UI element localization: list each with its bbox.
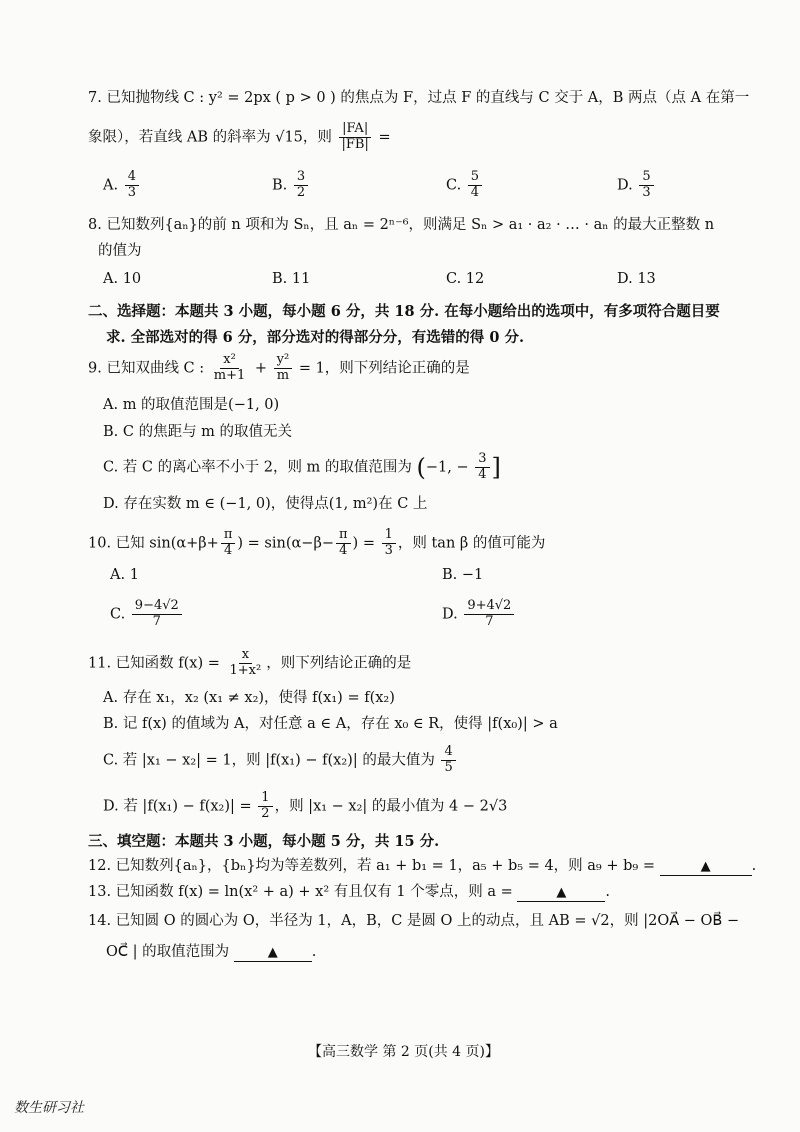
q8-option-b: B. 11 — [272, 271, 311, 287]
page-footer: 【高三数学 第 2 页(共 4 页)】 — [308, 1044, 499, 1060]
q10-eq-sin: = sin — [247, 535, 286, 552]
q8-option-c: C. 12 — [446, 271, 485, 287]
q13-end: . — [605, 884, 610, 900]
q7-option-b — [272, 170, 310, 201]
q7-option-c-fraction — [468, 170, 482, 201]
q7-ratio-numerator: |FA| — [339, 122, 371, 138]
q8-option-d: D. 13 — [617, 271, 656, 287]
q12-answer-blank[interactable] — [660, 858, 752, 876]
q7-ratio-fraction — [339, 122, 372, 153]
q9-option-c-close-bracket: ] — [491, 453, 501, 482]
q10-arg2: (α−β− — [285, 535, 334, 552]
q7-option-a — [103, 170, 141, 201]
q10-stem — [88, 528, 545, 559]
section2-heading-line1: 二、选择题：本题共 3 小题，每小题 6 分，共 18 分. 在每小题给出的选项中，有多项符合题目要 — [88, 303, 720, 320]
q7-stem-line2 — [88, 122, 391, 153]
q7-ratio-denominator: |FB| — [341, 136, 369, 152]
q7-stem-line2-text: 象限），若直线 AB 的斜率为 √15，则 — [88, 129, 332, 146]
q10-option-c-fraction — [132, 599, 182, 630]
q7-option-a-num: 4 — [125, 170, 139, 186]
q10-arg2-fraction — [336, 528, 351, 559]
q7-option-a-fraction — [125, 170, 139, 201]
q10-eq: = — [362, 535, 375, 552]
q8-stem-line2: 的值为 — [98, 243, 142, 259]
q7-option-a-label: A. — [103, 177, 119, 194]
q14-end: . — [311, 944, 317, 960]
q9-fraction-x — [211, 353, 249, 384]
q10-arg1-num: π — [221, 528, 236, 544]
q10-option-d-den: 7 — [485, 613, 494, 629]
q11-option-d-post: ，则 |x₁ − x₂| 的最小值为 4 − 2√3 — [274, 798, 508, 815]
q9-option-c-fraction — [475, 452, 489, 483]
section2-heading-line2: 求. 全部选对的得 6 分，部分选对的得部分分，有选错的得 0 分. — [106, 329, 525, 346]
q10-stem-pre: 10. 已知 sin — [88, 535, 171, 552]
q7-option-d-num: 5 — [639, 170, 653, 186]
q8-stem-line1: 8. 已知数列{aₙ}的前 n 项和为 Sₙ，且 aₙ = 2ⁿ⁻⁶，则满足 Sₙ > a₁ · a₂ · … · aₙ 的最大正整数 n — [88, 217, 715, 233]
q9-option-c — [103, 452, 501, 483]
q11-option-c-num: 4 — [441, 745, 455, 761]
q14-stem-line2 — [106, 944, 316, 962]
q11-option-d — [103, 791, 507, 822]
q7-option-c-den: 4 — [470, 184, 480, 200]
q9-option-b: B. C 的焦距与 m 的取值无关 — [103, 424, 293, 440]
q9-option-c-open-paren: ( — [416, 453, 426, 482]
q11-option-c-den: 5 — [444, 759, 453, 775]
q10-arg2-close: ) — [352, 535, 359, 552]
q7-option-a-den: 3 — [127, 184, 136, 200]
q11-function-num: x — [239, 648, 252, 664]
q7-option-c-num: 5 — [468, 170, 482, 186]
q9-fraction-x-num: x² — [220, 353, 239, 369]
q7-option-c-label: C. — [446, 177, 462, 194]
q10-value-fraction — [382, 528, 396, 559]
q7-option-d-fraction — [639, 170, 653, 201]
q10-arg1-close: ) — [237, 535, 244, 552]
q11-stem — [88, 648, 411, 679]
q14-answer-blank[interactable] — [234, 944, 312, 962]
q11-function-den: 1+x² — [229, 662, 262, 678]
q14-stem-line1: 14. 已知圆 O 的圆心为 O，半径为 1，A，B，C 是圆 O 上的动点，且 AB = √2，则 |2OA⃗ − OB⃗ − — [88, 913, 740, 929]
q10-arg1: (α+β+ — [170, 535, 219, 552]
q10-option-c-num: 9−4√2 — [132, 599, 182, 615]
q10-arg2-num: π — [336, 528, 351, 544]
q9-stem — [88, 353, 470, 384]
q10-value-den: 3 — [384, 542, 393, 558]
q7-stem-line1: 7. 已知抛物线 C : y² = 2px ( p > 0 ) 的焦点为 F，过点 F 的直线与 C 交于 A，B 两点（点 A 在第一 — [88, 90, 750, 106]
q10-stem-post: ，则 tan β 的值可能为 — [397, 535, 546, 552]
q7-option-b-num: 3 — [294, 170, 308, 186]
q13-stem — [88, 884, 610, 902]
q13-stem-text: 13. 已知函数 f(x) = ln(x² + a) + x² 有且仅有 1 个零点，则 a = — [88, 884, 513, 900]
q9-stem-pre: 9. 已知双曲线 C : — [88, 360, 205, 377]
q7-option-d-label: D. — [617, 177, 633, 194]
q7-option-c — [446, 170, 484, 201]
q9-fraction-y — [274, 353, 293, 384]
q9-stem-post: = 1，则下列结论正确的是 — [298, 360, 470, 377]
q12-stem — [88, 858, 756, 876]
triangle-icon: ▲ — [267, 945, 278, 960]
q11-option-d-fraction — [258, 791, 272, 822]
q10-arg2-den: 4 — [339, 542, 348, 558]
q11-option-d-pre: D. 若 |f(x₁) − f(x₂)| = — [103, 798, 252, 815]
q11-stem-pre: 11. 已知函数 f(x) = — [88, 655, 220, 672]
q12-stem-text: 12. 已知数列{aₙ}，{bₙ}均为等差数列，若 a₁ + b₁ = 1，a₅ + b₅ = 4，则 a₉ + b₉ = — [88, 858, 655, 874]
q9-option-c-interval: −1, − — [425, 459, 469, 476]
q10-option-c — [110, 599, 184, 630]
q11-function-fraction — [227, 648, 265, 679]
q10-option-d — [442, 599, 516, 630]
q11-option-b: B. 记 f(x) 的值域为 A，对任意 a ∈ A，存在 x₀ ∈ R，使得 |f(x₀)| > a — [103, 716, 558, 732]
q10-value-num: 1 — [382, 528, 396, 544]
q12-end: . — [751, 858, 757, 874]
q8-option-a: A. 10 — [103, 271, 142, 287]
q9-fraction-y-num: y² — [274, 353, 293, 369]
q9-option-c-num: 3 — [475, 452, 489, 468]
q11-option-c-fraction — [441, 745, 455, 776]
q11-option-a: A. 存在 x₁，x₂ (x₁ ≠ x₂)，使得 f(x₁) = f(x₂) — [103, 690, 395, 706]
q9-plus: + — [254, 360, 268, 377]
triangle-icon: ▲ — [700, 859, 711, 874]
q10-option-b: B. −1 — [442, 567, 484, 583]
q11-option-d-den: 2 — [261, 805, 270, 821]
q9-option-a: A. m 的取值范围是(−1, 0) — [103, 397, 280, 413]
q9-option-c-den: 4 — [478, 466, 487, 482]
q11-option-c-text: C. 若 |x₁ − x₂| = 1，则 |f(x₁) − f(x₂)| 的最大值为 — [103, 752, 435, 769]
q10-arg1-fraction — [221, 528, 236, 559]
q7-option-d-den: 3 — [642, 184, 651, 200]
q11-stem-post: ，则下列结论正确的是 — [266, 655, 412, 672]
q7-option-b-fraction — [294, 170, 308, 201]
q10-option-c-den: 7 — [152, 613, 161, 629]
q10-option-a: A. 1 — [110, 567, 139, 583]
q7-option-d — [617, 170, 656, 201]
q10-option-d-fraction — [464, 599, 514, 630]
q10-option-c-label: C. — [110, 606, 126, 623]
q11-option-d-num: 1 — [258, 791, 272, 807]
handwritten-stamp: 数生研习社 — [14, 1100, 84, 1116]
q7-option-b-label: B. — [272, 177, 288, 194]
q10-option-d-num: 9+4√2 — [464, 599, 514, 615]
q9-option-c-text: C. 若 C 的离心率不小于 2，则 m 的取值范围为 — [103, 459, 412, 476]
q14-stem-line2-text: OC⃗ | 的取值范围为 — [106, 944, 230, 960]
q13-answer-blank[interactable] — [517, 884, 605, 902]
q9-fraction-y-den: m — [276, 367, 290, 383]
section3-heading: 三、填空题：本题共 3 小题，每小题 5 分，共 15 分. — [88, 833, 440, 850]
q9-fraction-x-den: m+1 — [213, 367, 246, 383]
q9-option-d: D. 存在实数 m ∈ (−1, 0)，使得点(1, m²)在 C 上 — [103, 496, 428, 512]
q7-equals: = — [378, 129, 391, 146]
triangle-icon: ▲ — [556, 885, 567, 900]
q10-option-d-label: D. — [442, 606, 458, 623]
q10-arg1-den: 4 — [223, 542, 233, 558]
q11-option-c — [103, 745, 458, 776]
q7-option-b-den: 2 — [296, 184, 306, 200]
